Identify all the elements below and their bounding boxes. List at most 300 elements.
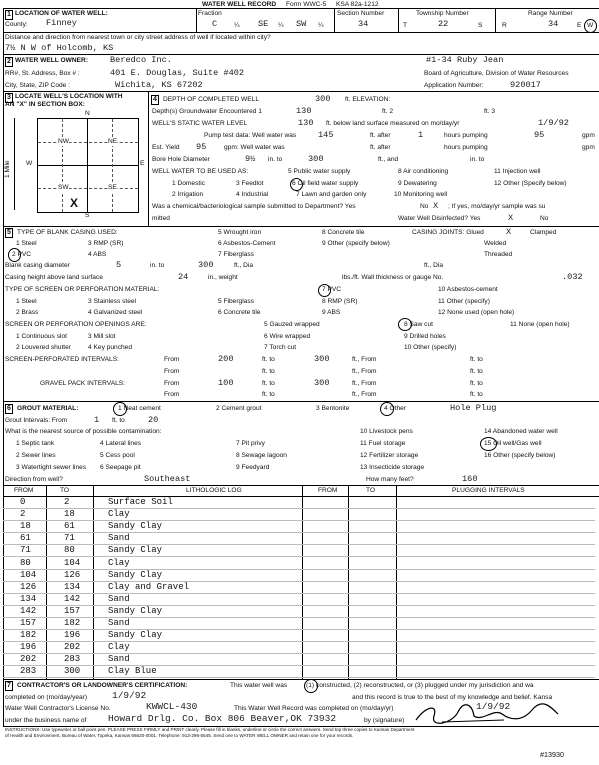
- compass-s: S: [85, 212, 90, 219]
- bore-in-to-2: in. to: [470, 156, 485, 163]
- log-lithology-cell: Clay: [108, 557, 130, 568]
- pump-gpm: 95: [534, 130, 545, 140]
- log-to-cell: 134: [64, 581, 81, 592]
- log-lithology-cell: Sandy Clay: [108, 630, 163, 641]
- form-number: Form WWC-5: [286, 1, 327, 8]
- opening-7: 7 Torch cut: [264, 344, 297, 351]
- contam-12: 12 Fertilizer storage: [360, 452, 419, 459]
- direction-label: Direction from well?: [5, 476, 63, 483]
- county-label: County:: [5, 21, 28, 28]
- height-value: 24: [178, 272, 189, 282]
- gp-to: ft. to: [262, 380, 275, 387]
- cert-text-1: This water well was: [230, 682, 288, 689]
- table-row: [4, 606, 344, 618]
- gp-from-2: From: [164, 391, 180, 398]
- grout-4-circle: [380, 402, 394, 416]
- opening-6: 6 Wire wrapped: [264, 333, 311, 340]
- log-from-cell: 80: [20, 557, 31, 568]
- section-number: 7: [5, 681, 13, 691]
- chem-tail: ; If yes, mo/day/yr sample was su: [448, 203, 546, 210]
- gw-ft3: ft. 3: [484, 108, 495, 115]
- frame-top: [3, 8, 599, 9]
- business-value: Howard Drlg. Co. Box 806 Beaver,OK 73932: [108, 713, 337, 724]
- diameter-label: Blank casing diameter: [5, 262, 70, 269]
- groundwater-label: Depth(s) Groundwater Encountered 1: [152, 108, 262, 115]
- grout-from-value: 1: [94, 415, 100, 425]
- fraction-q3: SW: [296, 19, 307, 29]
- disinfect-no: No: [540, 215, 549, 222]
- screen-3: 3 Stainless steel: [88, 298, 137, 305]
- locate-label: LOCATE WELL'S LOCATION WITH: [15, 93, 123, 100]
- log-from-cell: 142: [20, 605, 37, 616]
- log-from-cell: 182: [20, 630, 37, 641]
- quad-ne: NE: [108, 138, 118, 145]
- grout-label: GROUT MATERIAL:: [17, 405, 79, 412]
- joints-clamped: Clamped: [530, 229, 557, 236]
- true-statement: and this record is true to the best of my knowledge and belief. Kansa: [352, 694, 553, 701]
- mile-scale: [14, 118, 15, 210]
- section-number: 1: [5, 10, 13, 20]
- openings-label: SCREEN OR PERFORATION OPENINGS ARE:: [5, 321, 147, 328]
- log-lithology-cell: Sandy Clay: [108, 569, 163, 580]
- fraction-label: Fraction: [198, 10, 222, 17]
- log-to-cell: 2: [64, 497, 70, 507]
- chem-x: X: [433, 201, 439, 211]
- disinfect-x: X: [508, 213, 514, 223]
- log-to-cell: 196: [64, 630, 81, 641]
- quarter-mark: ¼: [318, 22, 324, 29]
- contam-4: 4 Lateral lines: [100, 440, 142, 447]
- grout-to-label: ft. to: [112, 417, 125, 424]
- grout-1: 1 Neat cement: [118, 405, 161, 412]
- casing-2: 2 PVC: [12, 251, 32, 258]
- sp-to-2: ft. to: [470, 356, 483, 363]
- log-lithology-cell: Clay: [108, 642, 130, 653]
- contam-10: 10 Livestock pens: [360, 428, 413, 435]
- chem-label: Was a chemical/bacteriological sample submitted to Department? Yes: [152, 203, 356, 210]
- divider: [196, 8, 197, 32]
- screen-11: 11 Other (specify): [438, 298, 490, 305]
- grout-3: 3 Bentonite: [316, 405, 350, 412]
- static-label: WELL'S STATIC WATER LEVEL: [152, 120, 248, 127]
- gp-to-3: ft. to: [262, 391, 275, 398]
- table-row: [4, 521, 344, 533]
- screen-4: 4 Galvanized steel: [88, 309, 143, 316]
- section-value: 34: [358, 19, 369, 29]
- groundwater-value: 130: [296, 106, 312, 116]
- sp-ft-from: ft., From: [352, 356, 377, 363]
- log-to-cell: 61: [64, 521, 75, 532]
- ksa-number: KSA 82a-1212: [336, 1, 379, 8]
- hours-label: hours pumping: [444, 132, 488, 139]
- casing-6: 6 Asbestos-Cement: [218, 240, 276, 247]
- opening-9: 9 Drilled holes: [404, 333, 446, 340]
- compass-n: N: [85, 110, 90, 117]
- contam-7: 7 Pit privy: [236, 440, 265, 447]
- use-10: 10 Monitoring well: [394, 191, 448, 198]
- gp-from: From: [164, 380, 180, 387]
- sp-to: ft. to: [262, 356, 275, 363]
- table-row: [4, 654, 344, 666]
- range-label: Range Number: [528, 10, 573, 17]
- township-t: T: [403, 22, 408, 29]
- section-number: 5: [5, 228, 13, 238]
- log-to-cell: 18: [64, 509, 75, 520]
- screen-8: 8 RMP (SR): [322, 298, 358, 305]
- depth-value: 300: [315, 94, 331, 104]
- diameter-in-to: in. to: [150, 262, 165, 269]
- section-number: 4: [151, 95, 159, 105]
- contam-11: 11 Fuel storage: [360, 440, 406, 447]
- pump-label: Pump test data: Well water was: [204, 132, 297, 139]
- height-label: Casing height above land surface: [5, 274, 103, 281]
- business-label: under the business name of: [5, 717, 87, 724]
- static-value: 130: [298, 118, 314, 128]
- casing-1: 1 Steel: [16, 240, 37, 247]
- divider: [3, 401, 599, 402]
- pump-value: 145: [318, 130, 334, 140]
- hours-label-2: hours pumping: [444, 144, 488, 151]
- divider: [396, 485, 397, 679]
- log-from-cell: 134: [20, 593, 37, 604]
- compass-w: W: [26, 160, 33, 167]
- range-e: E: [577, 22, 582, 29]
- contam-label: What is the nearest source of possible contamination:: [5, 428, 162, 435]
- screen-2: 2 Brass: [16, 309, 39, 316]
- compass-e: E: [140, 160, 145, 167]
- screen-1: 1 Steel: [16, 298, 37, 305]
- divider: [334, 8, 335, 32]
- use-8: 8 Air conditioning: [398, 168, 449, 175]
- sp-from: From: [164, 356, 180, 363]
- table-row: [4, 509, 344, 521]
- log-lithology-cell: Clay Blue: [108, 666, 157, 677]
- log-to-cell: 283: [64, 654, 81, 665]
- record-id: #13930: [540, 750, 564, 759]
- locate-label-2: AN "X" IN SECTION BOX:: [5, 101, 85, 108]
- completed-value: 1/9/92: [112, 690, 147, 701]
- casing-label: TYPE OF BLANK CASING USED:: [17, 229, 118, 236]
- gp-ft-from: ft., From: [352, 380, 377, 387]
- application-label: Application Number:: [424, 82, 484, 89]
- elevation-label: ft. ELEVATION:: [345, 96, 391, 103]
- log-from-header: FROM: [14, 487, 34, 494]
- contam-6: 6 Seepage pit: [100, 464, 141, 471]
- quad-se: SE: [108, 184, 117, 191]
- gw-ft2: ft. 2: [382, 108, 393, 115]
- sp-from-2: From: [164, 368, 180, 375]
- gpm-label: gpm: [582, 132, 595, 139]
- bore-to-value: 300: [308, 154, 324, 164]
- yield-gpm: gpm: Well water was: [224, 144, 285, 151]
- contam-1: 1 Septic tank: [16, 440, 55, 447]
- bore-in-to: in. to: [268, 156, 283, 163]
- mitted-label: mitted: [152, 215, 170, 222]
- county-value: Finney: [46, 18, 77, 28]
- chem-no: No: [420, 203, 429, 210]
- how-many-value: 160: [462, 474, 478, 484]
- screen-9: 9 ABS: [322, 309, 341, 316]
- pump-after-value: 1: [418, 130, 424, 140]
- opening-5: 5 Gauzed wrapped: [264, 321, 320, 328]
- gp-to-value: 300: [314, 378, 330, 388]
- disinfect-label: Water Well Disinfected? Yes: [398, 215, 481, 222]
- lbs-label: lbs./ft. Wall thickness or gauge No.: [342, 274, 444, 281]
- contam-3: 3 Watertight sewer lines: [16, 464, 87, 471]
- log-to-header: TO: [60, 487, 70, 494]
- quad-sw: SW: [58, 184, 69, 191]
- gp-ft-from-2: ft., From: [352, 391, 377, 398]
- signature: [412, 700, 562, 728]
- screen-7: 7 PVC: [322, 286, 342, 293]
- distance-value: 7½ N W of Holcomb, KS: [5, 43, 114, 53]
- license-value: KWWCL-430: [146, 701, 198, 712]
- quarter-mark: ¼: [234, 22, 240, 29]
- grout-to-value: 20: [148, 415, 159, 425]
- divider: [3, 91, 599, 92]
- gp-to-4: ft. to: [470, 391, 483, 398]
- address-value: 401 E. Douglas, Suite #402: [110, 68, 245, 78]
- gpm-label-2: gpm: [582, 144, 595, 151]
- use-label: WELL WATER TO BE USED AS:: [152, 168, 249, 175]
- log-from-cell: 61: [20, 533, 31, 544]
- contam-16: 16 Other (specify below): [484, 452, 556, 459]
- log-lithology-cell: Clay and Gravel: [108, 581, 190, 592]
- use-7: 7 Lawn and garden only: [296, 191, 367, 198]
- use-6: 6 Oil field water supply: [292, 180, 359, 187]
- pump-after-label: ft. after: [370, 132, 391, 139]
- grout-1-circle: [113, 402, 127, 416]
- how-many-label: How many feet?: [366, 476, 414, 483]
- use-11: 11 Injection well: [494, 168, 541, 175]
- table-row: [4, 582, 344, 594]
- section-number: 2: [5, 57, 13, 67]
- bore-label: Bore Hole Diameter: [152, 156, 210, 163]
- log-litho-header: LITHOLOGIC LOG: [186, 487, 242, 494]
- log-lithology-cell: Surface Soil: [108, 497, 173, 507]
- opening-2: 2 Louvered shutter: [16, 344, 71, 351]
- grout-4: 4 Other: [384, 405, 406, 412]
- depth-label: DEPTH OF COMPLETED WELL: [163, 96, 259, 103]
- divider: [3, 679, 599, 680]
- board-label: Board of Agriculture, Division of Water Resources: [424, 70, 569, 77]
- casing-2-circle: [8, 248, 21, 262]
- casing-7: 7 Fiberglass: [218, 251, 254, 258]
- screen-6: 6 Concrete tile: [218, 309, 261, 316]
- cert-options: (1) constructed, (2) reconstructed, or (3) plugged under my jurisdiction and wa: [306, 682, 534, 689]
- contam-9: 9 Feedyard: [236, 464, 270, 471]
- city-value: Wichita, KS 67202: [115, 80, 203, 90]
- contam-15: 15 Oil well/Gas well: [484, 440, 542, 447]
- diameter-to-value: 300: [198, 260, 214, 270]
- log-to-cell: 202: [64, 642, 81, 653]
- section-number: 6: [5, 404, 13, 414]
- contam-14: 14 Abandoned water well: [484, 428, 558, 435]
- log-from-cell: 157: [20, 618, 37, 628]
- diameter-value: 5: [116, 260, 122, 270]
- log-from-cell: 0: [20, 497, 26, 507]
- sp-ft-from-2: ft., From: [352, 368, 377, 375]
- screen-7-circle: [318, 284, 331, 297]
- log-lithology-cell: Sandy Clay: [108, 521, 163, 532]
- table-row: [4, 497, 344, 509]
- contam-8: 8 Sewage lagoon: [236, 452, 287, 459]
- address-label: RR#, St. Address, Box # :: [5, 70, 80, 77]
- ft-dia: ft., Dia: [234, 262, 254, 269]
- license-label: Water Well Contractor's License No.: [5, 705, 111, 712]
- table-row: [4, 558, 344, 570]
- casing-4: 4 ABS: [88, 251, 107, 258]
- joints-label: CASING JOINTS: Glued: [412, 229, 484, 236]
- form-title: WATER WELL RECORD: [202, 1, 277, 8]
- section-number: 3: [5, 93, 13, 103]
- range-w-circle: [584, 19, 597, 33]
- log-to-cell: 71: [64, 533, 75, 544]
- joints-x: X: [506, 227, 512, 237]
- contam-15-circle: [480, 437, 497, 451]
- use-5: 5 Public water supply: [288, 168, 351, 175]
- contam-13: 13 Insecticide storage: [360, 464, 425, 471]
- record-completed-value: 1/9/92: [476, 701, 511, 712]
- divider: [3, 32, 599, 33]
- log-from-cell: 71: [20, 545, 31, 556]
- log-to-cell: 182: [64, 618, 81, 628]
- log-from-cell: 283: [20, 666, 37, 677]
- cert-label: CONTRACTOR'S OR LANDOWNER'S CERTIFICATION:: [17, 682, 188, 689]
- use-9: 9 Dewatering: [398, 180, 437, 187]
- casing-3: 3 RMP (SR): [88, 240, 124, 247]
- grout-2: 2 Cement grout: [216, 405, 262, 412]
- table-row: [4, 545, 344, 557]
- log-lithology-cell: Sand: [108, 618, 130, 628]
- table-row: [4, 618, 344, 630]
- signature-label: by (signature): [364, 717, 405, 724]
- log-to-cell: 157: [64, 605, 81, 616]
- instructions-2: of Health and Environment, Bureau of Water, Topeka, Kansas 66620-0001. Telephone: 913-296-5545. Send one to WATER WELL OWNER and retain one for your records.: [5, 733, 354, 738]
- township-s: S: [478, 22, 483, 29]
- record-completed-label: This Water Well Record was completed on (mo/day/yr): [234, 705, 394, 712]
- weight-label: in., weight: [208, 274, 238, 281]
- fraction-q2: SE: [258, 19, 269, 29]
- log-lithology-cell: Sand: [108, 593, 130, 604]
- static-after: ft. below land surface measured on mo/day/yr: [326, 120, 460, 127]
- plug-intervals-header: PLUGGING INTERVALS: [452, 487, 525, 494]
- table-row: [4, 570, 344, 582]
- section-label: Section Number: [337, 10, 385, 17]
- static-date: 1/9/92: [538, 118, 569, 128]
- location-x-mark: X: [70, 196, 79, 210]
- opening-8-circle: [398, 318, 412, 331]
- opening-3: 3 Mill slot: [88, 333, 116, 340]
- use-4: 4 Industrial: [236, 191, 269, 198]
- township-label: Township Number: [416, 10, 469, 17]
- owner-value: Beredco Inc.: [110, 55, 172, 65]
- bore-and: ft., and: [378, 156, 399, 163]
- table-row: [4, 666, 344, 678]
- sp-to-value: 300: [314, 354, 330, 364]
- casing-8: 8 Concrete tile: [322, 229, 365, 236]
- table-row: [4, 630, 344, 642]
- fraction-q1: C: [212, 19, 218, 29]
- contam-2: 2 Sewer lines: [16, 452, 56, 459]
- joints-welded: Welded: [484, 240, 507, 247]
- log-to-cell: 142: [64, 593, 81, 604]
- application-value: 920017: [510, 80, 541, 90]
- range-value: 34: [548, 19, 559, 29]
- use-12: 12 Other (Specify below): [494, 180, 567, 187]
- log-from-cell: 196: [20, 642, 37, 653]
- screen-label: TYPE OF SCREEN OR PERFORATION MATERIAL:: [5, 286, 160, 293]
- township-value: 22: [438, 19, 449, 29]
- yield-label: Est. Yield: [152, 144, 180, 151]
- log-lithology-cell: Sand: [108, 654, 130, 665]
- screen-12: 12 None used (open hole): [438, 309, 515, 316]
- use-2: 2 Irrigation: [172, 191, 204, 198]
- plug-to-header: TO: [366, 487, 376, 494]
- log-from-cell: 126: [20, 581, 37, 592]
- quarter-mark: ¼: [278, 22, 284, 29]
- gp-to-2: ft. to: [470, 380, 483, 387]
- quad-nw: NW: [58, 138, 69, 145]
- log-from-cell: 18: [20, 521, 31, 532]
- screen-5: 5 Fiberglass: [218, 298, 254, 305]
- grout-other-value: Hole Plug: [450, 403, 497, 413]
- range-w: W: [587, 22, 594, 29]
- log-to-cell: 300: [64, 666, 81, 677]
- gauge-value: .032: [562, 272, 583, 282]
- opening-8: 8 Saw cut: [404, 321, 433, 328]
- city-label: City, State, ZIP Code :: [5, 82, 70, 89]
- divider: [148, 91, 149, 227]
- log-from-cell: 104: [20, 569, 37, 580]
- plug-from-header: FROM: [318, 487, 338, 494]
- log-from-cell: 202: [20, 654, 37, 665]
- screen-10: 10 Asbestos-cement: [438, 286, 498, 293]
- table-row: [4, 642, 344, 654]
- sp-to-3: ft. to: [262, 368, 275, 375]
- grout-intervals-label: Grout Intervals: From: [5, 417, 68, 424]
- log-to-cell: 80: [64, 545, 75, 556]
- opening-4: 4 Key punched: [88, 344, 132, 351]
- gp-from-value: 100: [218, 378, 234, 388]
- log-lithology-cell: Sandy Clay: [108, 605, 163, 616]
- divider: [495, 8, 496, 32]
- log-to-cell: 126: [64, 569, 81, 580]
- use-1: 1 Domestic: [172, 180, 205, 187]
- instructions-1: INSTRUCTIONS: Use typewriter or ball point pen. PLEASE PRESS FIRMLY and PRINT clearly. Please fill in blanks, underline or circle the correct answers. Send top three copies to Kansas Department: [5, 727, 415, 732]
- sp-to-4: ft. to: [470, 368, 483, 375]
- after-label-2: ft. after: [370, 144, 391, 151]
- opening-1: 1 Continuous slot: [16, 333, 67, 340]
- use-3: 3 Feedlot: [236, 180, 264, 187]
- divider: [3, 54, 599, 55]
- casing-5: 5 Wrought iron: [218, 229, 262, 236]
- log-from-cell: 2: [20, 509, 26, 520]
- sp-from-value: 200: [218, 354, 234, 364]
- use-6-circle: [290, 178, 303, 191]
- distance-label: Distance and direction from nearest town or city street address of well if located within city?: [5, 34, 271, 41]
- screen-intervals-label: SCREEN-PERFORATED INTERVALS:: [5, 356, 119, 363]
- divider: [348, 485, 349, 679]
- opening-10: 10 Other (specify): [404, 344, 457, 351]
- table-row: [4, 594, 344, 606]
- well-id: #1-34 Ruby Jean: [426, 55, 504, 65]
- bore-value: 9½: [245, 154, 256, 164]
- log-lithology-cell: Sandy Clay: [108, 545, 163, 556]
- completed-label: completed on (mo/day/year): [5, 694, 88, 701]
- joints-threaded: Threaded: [484, 251, 513, 258]
- table-row: [4, 533, 344, 545]
